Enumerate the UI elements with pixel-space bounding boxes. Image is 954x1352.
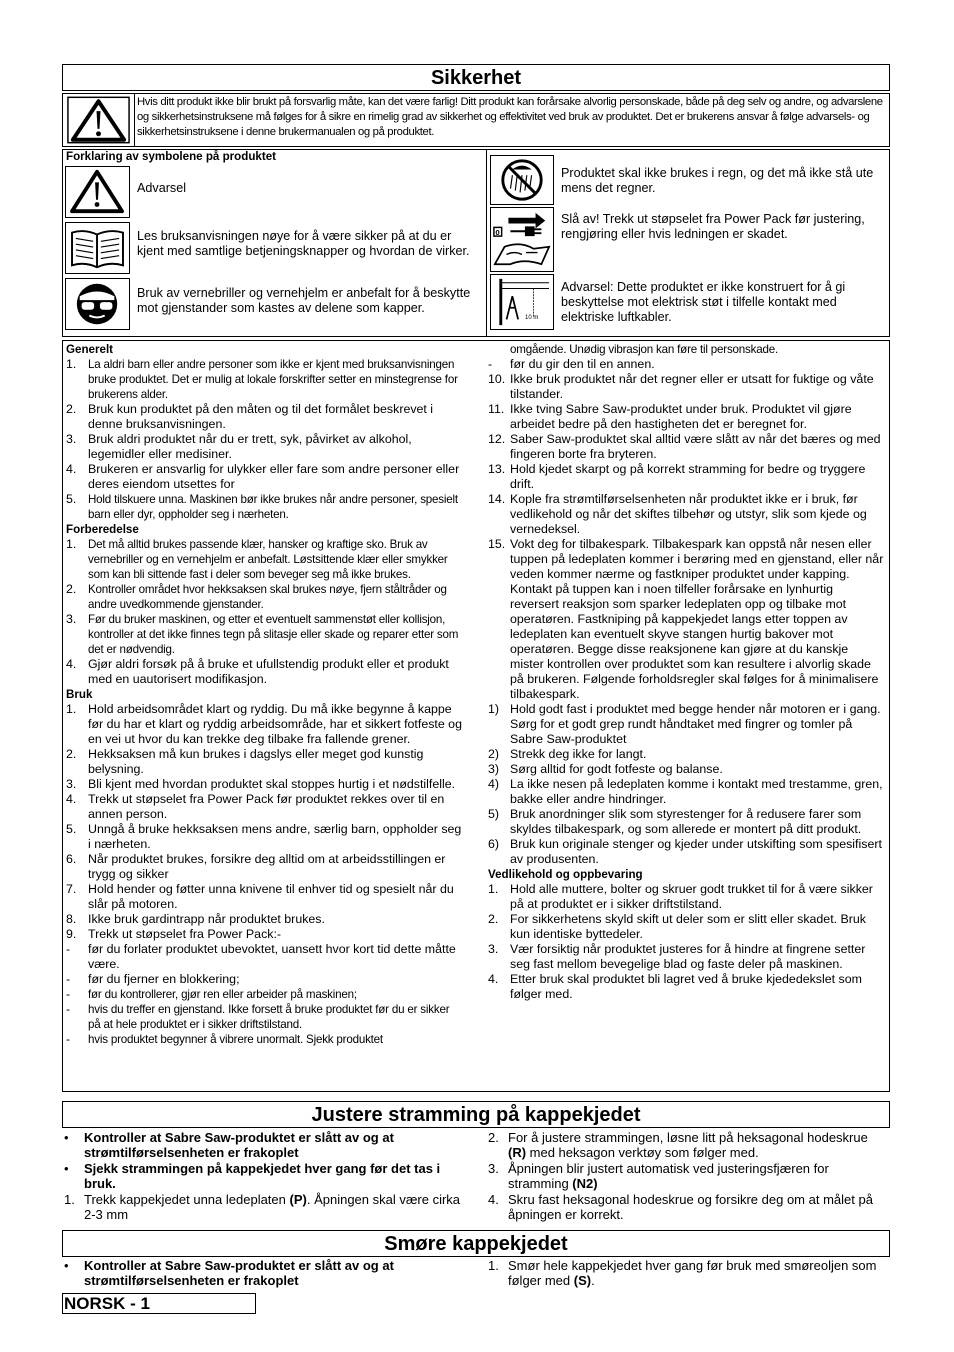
subheading-forberedelse: Forberedelse xyxy=(66,523,139,536)
list-item: 1. Trekk kappekjedet unna ledeplaten (P). Åpningen skal være cirka 2-3 mm xyxy=(64,1191,461,1223)
symbol-text-protective: Bruk av vernebriller og vernehjelm er anbefalt for å beskytte mot gjenstander som kastes av delene som kapper. xyxy=(137,286,471,315)
list-item: 7. Hold hender og føtter unna knivene til enhver tid og spesielt når du slår på motoren. xyxy=(66,882,454,911)
list-item: - hvis produktet begynner å vibrere unormalt. Sjekk produktet xyxy=(66,1032,383,1046)
list-item: 3. Bruk aldri produktet når du er trett, syk, påvirket av alkohol, legemidler eller medisiner. xyxy=(66,432,412,461)
list-item: 4) La ikke nesen på ledeplaten komme i kontakt med trestamme, gren, bakke eller andre hindringer. xyxy=(488,777,883,806)
list-item: 2. Kontroller området hvor hekksaksen skal brukes nøye, fjern ståltråder og andre uvedkommende gjenstander. xyxy=(66,582,447,611)
list-item: 1. La aldri barn eller andre personer som ikke er kjent med bruksanvisningen bruke produktet. Det er mulig at lokale forskrifter setter en minstegrense for brukerens alder. xyxy=(66,357,458,401)
list-item: 4. Gjør aldri forsøk på å bruke et ufullstendig produkt eller et produkt med en uautorisert modifikasjon. xyxy=(66,657,449,686)
list-item: 2. For sikkerhetens skyld skift ut deler som er slitt eller skadet. Bruk kun identiske byttedeler. xyxy=(488,912,867,941)
protective-gear-icon xyxy=(65,278,130,330)
list-item: • Sjekk strammingen på kappekjedet hver gang før det tas i bruk. xyxy=(64,1160,441,1192)
list-item: 4. Brukeren er ansvarlig for ulykker eller fare som andre personer eller deres eiendom utsettes for xyxy=(66,462,460,491)
list-item: 3. Åpningen blir justert automatisk ved justeringsfjæren for stramming (N2) xyxy=(488,1160,829,1192)
list-item: 5) Bruk anordninger slik som styrestenger for å redusere farer som skyldes tilbakespark, og som allerede er montert på ditt produkt. xyxy=(488,807,862,836)
list-item: - før du gir den til en annen. xyxy=(488,357,655,371)
justere-left xyxy=(62,1130,466,1222)
warning-triangle-icon xyxy=(63,94,135,146)
no-rain-icon xyxy=(490,155,554,205)
list-item: 1. Smør hele kappekjedet hver gang før bruk med smøreoljen som følger med (S). xyxy=(488,1258,877,1289)
right-column xyxy=(488,342,884,1002)
list-item: 4. Etter bruk skal produktet bli lagret ved å bruke kjededekslet som følger med. xyxy=(488,972,862,1001)
list-item: - før du fjerner en blokkering; xyxy=(66,972,240,986)
list-item: 5. Unngå å bruke hekksaksen mens andre, særlig barn, oppholder seg i nærheten. xyxy=(66,822,462,851)
list-item: 5. Hold tilskuere unna. Maskinen bør ikke brukes når andre personer, spesielt barn eller dyr, oppholder seg i nærheten. xyxy=(66,492,458,521)
justere-right xyxy=(488,1130,888,1222)
list-item: 2. Bruk kun produktet på den måten og til det formålet beskrevet i denne bruksanvisningen. xyxy=(66,402,434,431)
list-item: 11. Ikke tving Sabre Saw-produktet under bruk. Produktet vil gjøre arbeidet bedre på den hastigheten det er beregnet for. xyxy=(488,402,852,431)
list-item: • Kontroller at Sabre Saw-produktet er slått av og at strømtilførselsenheten er frakoplet xyxy=(64,1258,394,1289)
subheading-bruk: Bruk xyxy=(66,688,93,701)
list-item: - før du kontrollerer, gjør ren eller arbeider på maskinen; xyxy=(66,987,357,1001)
warning-triangle-icon xyxy=(65,166,130,218)
list-item: omgående. Unødig vibrasjon kan føre til personskade. xyxy=(510,343,778,356)
smore-left xyxy=(62,1258,466,1289)
unplug-icon xyxy=(490,207,554,272)
list-item: 1) Hold godt fast i produktet med begge hender når motoren er i gang. Sørg for et godt grep rundt håndtaket med fingrer og tomler på Sabre Saw-produktet xyxy=(488,702,881,746)
list-item: 3. Bli kjent med hvordan produktet skal stoppes hurtig i et nødstilfelle. xyxy=(66,777,456,791)
svg-text:0: 0 xyxy=(495,228,500,238)
power-line-icon-label: 10 m xyxy=(525,315,539,321)
list-item: 6) Bruk kun originale stenger og kjeder under utskifting som spesifisert av produsenten. xyxy=(488,837,882,866)
list-item: 10. Ikke bruk produktet når det regner eller er utsatt for fuktige og våte tilstander. xyxy=(488,372,874,401)
subheading-vedlikehold: Vedlikehold og oppbevaring xyxy=(488,868,643,881)
list-item: 8. Ikke bruk gardintrapp når produktet brukes. xyxy=(66,912,325,926)
list-item: 1. Hold arbeidsområdet klart og ryddig. Du må ikke begynne å kappe før du har et klart og ryddig arbeidsområde, har et sikkert fotfeste og en vei ut hvor du kan trekke deg tilbake fra fallende grener. xyxy=(66,702,462,746)
list-item: 13. Hold kjedet skarpt og på korrekt stramming for bedre og tryggere drift. xyxy=(488,462,866,491)
list-item: 3. Før du bruker maskinen, og etter et eventuelt sammenstøt eller kollisjon, kontroller at det ikke finnes tegn på slitasje eller skade og reparer etter som det er nødvendig. xyxy=(66,612,459,656)
list-item: - hvis du treffer en gjenstand. Ikke forsett å bruke produktet før du er sikker på at hele produktet er i sikker driftstilstand. xyxy=(66,1002,450,1031)
symbol-text-advarsel: Advarsel xyxy=(137,181,186,195)
power-line-icon xyxy=(490,274,554,330)
list-item: 1. Hold alle muttere, bolter og skruer godt trukket til for å være sikker på at produktet er i sikker driftstilstand. xyxy=(488,882,873,911)
list-item: 3. Vær forsiktig når produktet justeres for å hindre at fingrene setter seg fast mellom bevegelige blad og faste deler på maskinen. xyxy=(488,942,866,971)
symbol-text-unplug: Slå av! Trekk ut støpselet fra Power Pack før justering, rengjøring eller hvis ledningen er skadet. xyxy=(561,212,865,241)
page-footer: NORSK - 1 xyxy=(62,1293,256,1314)
list-item: 1. Det må alltid brukes passende klær, hansker og kraftige sko. Bruk av vernebriller og en vernehjelm er anbefalt. Løstsittende klær eller smykker som kan bli sittende fast i deler som beveger seg må ikke brukes. xyxy=(66,537,448,581)
section-title-smore: Smøre kappekjedet xyxy=(62,1230,890,1257)
symbols-heading: Forklaring av symbolene på produktet xyxy=(66,150,277,163)
list-item: 2) Strekk deg ikke for langt. xyxy=(488,747,647,761)
section-title-sikkerhet: Sikkerhet xyxy=(62,64,890,91)
symbol-text-manual: Les bruksanvisningen nøye for å være sikker på at du er kjent med samtlige betjeningsknapper og hvordan de virker. xyxy=(137,229,470,258)
list-item: 4. Skru fast heksagonal hodeskrue og forsikre deg om at målet på åpningen er korrekt. xyxy=(488,1191,873,1223)
list-item: 9. Trekk ut støpselet fra Power Pack:- xyxy=(66,927,282,941)
manual-book-icon xyxy=(65,222,130,274)
list-item: 14. Kople fra strømtilførselsenheten når produktet ikke er i bruk, før vedlikehold og når det skiftes tilbehør og utstyr, slik som kjede og vernedeksel. xyxy=(488,492,867,536)
symbol-text-power-line: Advarsel: Dette produktet er ikke konstruert for å gi beskyttelse mot elektrisk støt i tilfelle kontakt med elektriske luftkabler. xyxy=(561,280,846,324)
subheading-generelt: Generelt xyxy=(66,343,114,356)
section-title-justere: Justere stramming på kappekjedet xyxy=(62,1101,890,1128)
symbols-divider xyxy=(486,150,487,336)
list-item: 2. Hekksaksen må kun brukes i dagslys eller meget god kunstig belysning. xyxy=(66,747,424,776)
list-item: 12. Saber Saw-produktet skal alltid være slått av når det bæres og med fingeren borte fra bryteren. xyxy=(488,432,881,461)
list-item: 15. Vokt deg for tilbakespark. Tilbakespark kan oppstå når nesen eller tuppen på ledeplaten kommer i berøring med en gjenstand, eller når veden kommer nærme og fastkniper produktet under kapping. Kontakt på tuppen kan i noen tilfeller forårsake en lynhurtig reversert reaksjon som sparker ledeplaten opp og tilbake mot operatøren. Fastkniping på kappekjedet langs etter toppen av ledeplaten kan eventuelt skyve stangen hurtig bakover mot operatøren. Begge disse reaksjonene kan gjøre at du kanskje mister kontrollen over produktet som kan resultere i alvorlig skade på brukeren. Følgende forholdsregler skal følges for å minimalisere tilbakespark. xyxy=(488,537,884,701)
list-item: - før du forlater produktet ubevoktet, uansett hvor kort tid dette måtte være. xyxy=(66,942,456,971)
list-item: 2. For å justere strammingen, løsne litt på heksagonal hodeskrue (R) med heksagon verktøy som følger med. xyxy=(488,1130,868,1161)
smore-right xyxy=(488,1258,888,1289)
left-column xyxy=(66,342,464,1047)
list-item: 3) Sørg alltid for godt fotfeste og balanse. xyxy=(488,762,723,776)
symbol-text-rain: Produktet skal ikke brukes i regn, og det må ikke stå ute mens det regner. xyxy=(561,166,874,195)
list-item: 4. Trekk ut støpselet fra Power Pack før produktet rekkes over til en annen person. xyxy=(66,792,445,821)
warning-text: Hvis ditt produkt ikke blir brukt på forsvarlig måte, kan det være farlig! Ditt produkt kan forårsake alvorlig personskade, både på deg selv og andre, og advarslene og sikkerhetsinstruksene må følges for å sikre en rimelig grad av sikkerhet og effektivitet ved bruk av produktet. Det er brukerens ansvar å følge advarsels- og sikkerhetsinstruksene i denne brukermanualen og på produktet. xyxy=(137,96,883,138)
list-item: • Kontroller at Sabre Saw-produktet er slått av og at strømtilførselsenheten er frakoplet xyxy=(64,1130,394,1161)
list-item: 6. Når produktet brukes, forsikre deg alltid om at arbeidsstillingen er trygg og sikker xyxy=(66,852,446,881)
